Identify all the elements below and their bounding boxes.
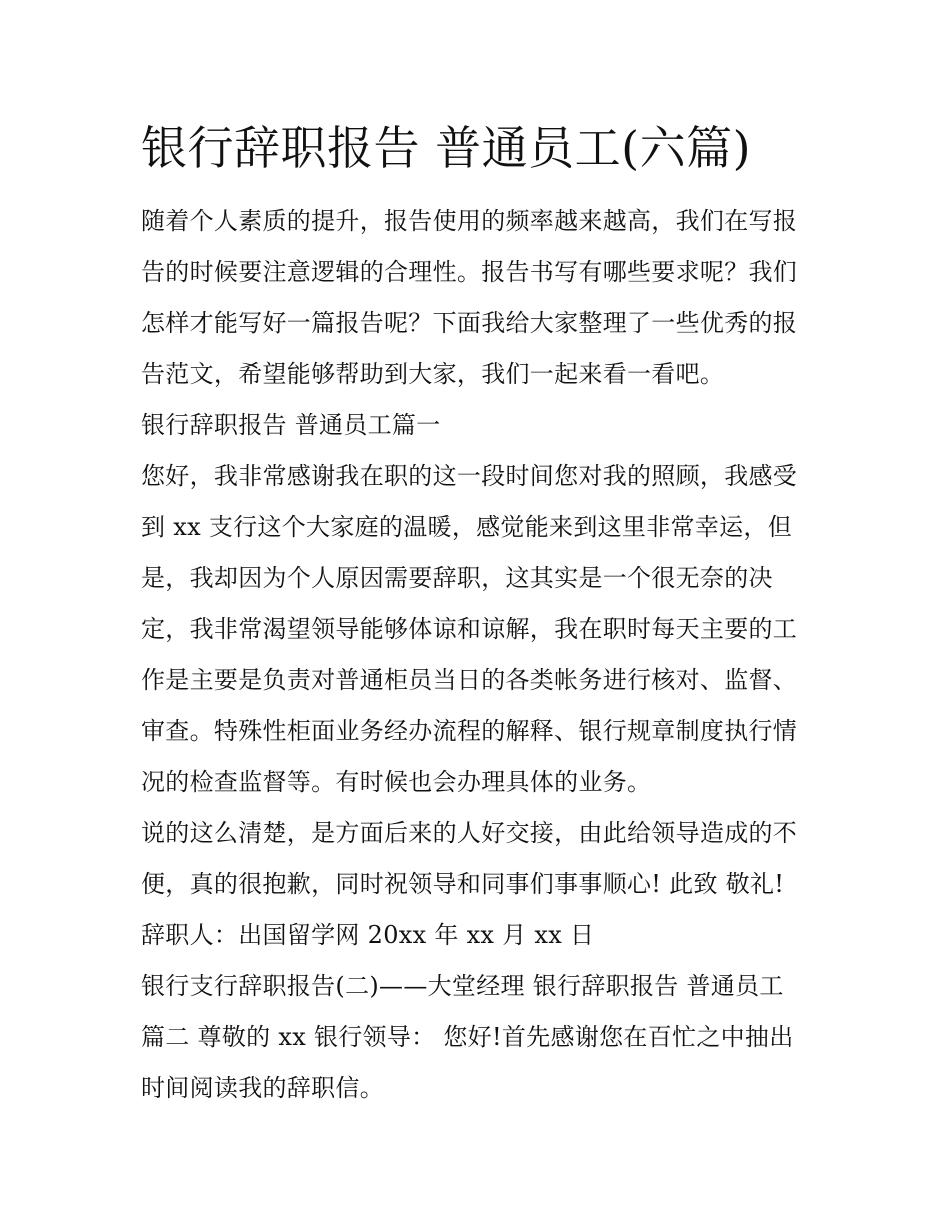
body-line: 便，真的很抱歉，同时祝领导和同事们事事顺心! 此致 敬礼!	[141, 870, 785, 898]
section-heading: 银行辞职报告 普通员工篇一	[141, 411, 441, 439]
document-page	[141, 110, 813, 1114]
body-line: 告范文，希望能够帮助到大家，我们一起来看一看吧。	[141, 360, 725, 388]
body-line: 随着个人素质的提升，报告使用的频率越来越高，我们在写报	[141, 207, 798, 235]
body-line: 作是主要是负责对普通柜员当日的各类帐务进行核对、监督、	[141, 666, 798, 694]
body-line: 怎样才能写好一篇报告呢？下面我给大家整理了一些优秀的报	[141, 309, 798, 337]
body-line: 到 xx 支行这个大家庭的温暖，感觉能来到这里非常幸运，但	[141, 513, 793, 541]
document-title: 银行辞职报告 普通员工(六篇)	[141, 121, 752, 175]
signature-line: 辞职人：出国留学网 20xx 年 xx 月 xx 日	[141, 921, 595, 949]
body-line: 况的检查监督等。有时候也会办理具体的业务。	[141, 768, 652, 796]
body-line: 时间阅读我的辞职信。	[141, 1074, 384, 1102]
body-line: 告的时候要注意逻辑的合理性。报告书写有哪些要求呢？我们	[141, 258, 798, 286]
body-line: 银行支行辞职报告(二)——大堂经理 银行辞职报告 普通员工	[141, 972, 784, 1000]
body-line: 审查。特殊性柜面业务经办流程的解释、银行规章制度执行情	[141, 717, 798, 745]
body-line: 定，我非常渴望领导能够体谅和谅解，我在职时每天主要的工	[141, 615, 798, 643]
document-body	[141, 196, 813, 1114]
body-line: 说的这么清楚，是方面后来的人好交接，由此给领导造成的不	[141, 819, 798, 847]
body-line: 您好，我非常感谢我在职的这一段时间您对我的照顾，我感受	[141, 462, 798, 490]
body-line: 篇二 尊敬的 xx 银行领导： 您好!首先感谢您在百忙之中抽出	[141, 1023, 794, 1051]
body-line: 是，我却因为个人原因需要辞职，这其实是一个很无奈的决	[141, 564, 773, 592]
